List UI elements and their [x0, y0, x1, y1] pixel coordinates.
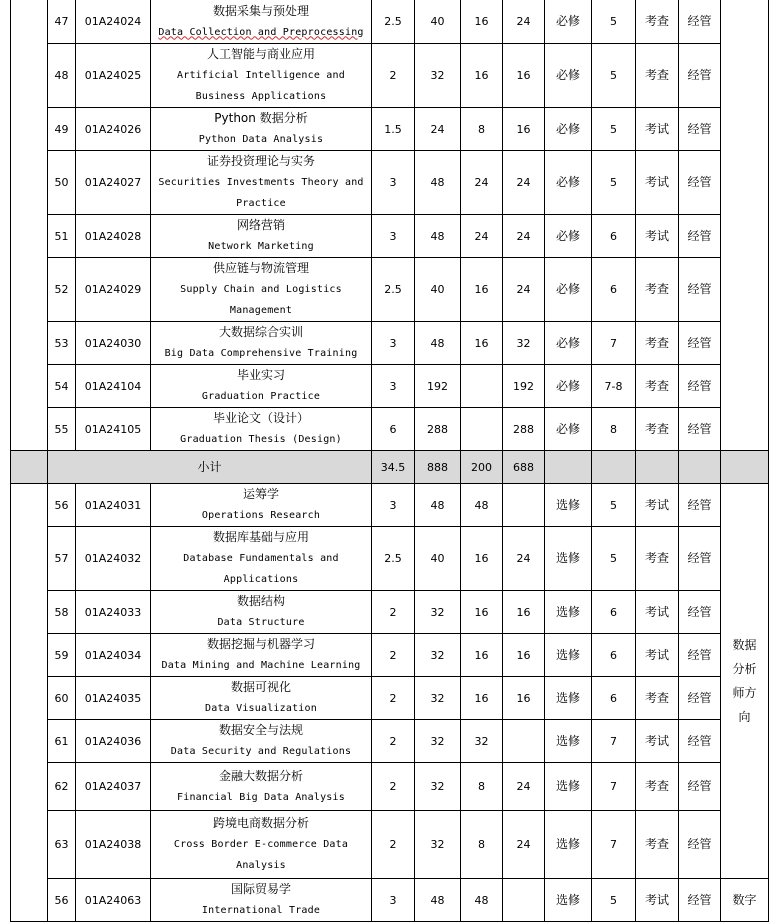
credit: 2 — [372, 44, 415, 108]
row-number: 56 — [48, 484, 76, 527]
direction-label-part: 数据 — [732, 638, 757, 652]
theory-hours: 16 — [461, 258, 503, 322]
course-name-en: Business Applications — [195, 91, 327, 102]
credit: 3 — [372, 484, 415, 527]
semester: 5 — [592, 527, 636, 591]
direction-label-part: 师方 — [732, 686, 757, 700]
credit: 6 — [372, 408, 415, 451]
semester: 5 — [592, 484, 636, 527]
course-type: 必修 — [545, 408, 592, 451]
theory-hours: 48 — [461, 879, 503, 922]
course-name-cell — [151, 108, 372, 151]
course-name-zh: 运筹学 — [242, 487, 279, 501]
course-code: 01A24031 — [76, 484, 151, 527]
course-name-en: Network Marketing — [208, 241, 314, 252]
assessment: 考查 — [636, 0, 679, 44]
course-name-cell — [151, 408, 372, 451]
course-code: 01A24028 — [76, 215, 151, 258]
department: 经管 — [679, 0, 721, 44]
assessment: 考试 — [636, 484, 679, 527]
course-name-zh: 数据采集与预处理 — [212, 3, 309, 18]
department: 经管 — [679, 527, 721, 591]
course-name-en: International Trade — [201, 905, 321, 916]
course-type: 必修 — [545, 258, 592, 322]
course-name-en: Supply Chain and Logistics — [180, 284, 342, 295]
credit: 2 — [372, 677, 415, 720]
table-row — [11, 677, 769, 720]
total-hours: 48 — [415, 322, 461, 365]
theory-hours — [461, 408, 503, 451]
theory-hours: 16 — [461, 677, 503, 720]
semester: 5 — [592, 151, 636, 215]
course-name-en: Graduation Thesis (Design) — [180, 434, 342, 445]
practice-hours: 16 — [503, 44, 545, 108]
total-hours: 288 — [415, 408, 461, 451]
course-name-en: Applications — [223, 574, 299, 585]
course-type: 必修 — [545, 365, 592, 408]
total-hours: 48 — [415, 151, 461, 215]
total-hours: 24 — [415, 108, 461, 151]
course-name-zh: 毕业论文（设计） — [212, 411, 309, 425]
course-name-en: Data Visualization — [205, 703, 317, 714]
row-number: 54 — [48, 365, 76, 408]
direction-label-next: 数字 — [721, 879, 769, 922]
row-number: 59 — [48, 634, 76, 677]
semester: 7 — [592, 720, 636, 763]
table-row — [11, 763, 769, 811]
row-number: 56 — [48, 879, 76, 922]
total-hours: 32 — [415, 44, 461, 108]
department: 经管 — [679, 720, 721, 763]
semester: 8 — [592, 408, 636, 451]
course-table — [10, 0, 769, 922]
course-table-body — [11, 0, 769, 922]
semester: 6 — [592, 591, 636, 634]
row-number: 52 — [48, 258, 76, 322]
course-name-zh: 大数据综合实训 — [218, 325, 303, 339]
course-code: 01A24036 — [76, 720, 151, 763]
total-hours: 32 — [415, 677, 461, 720]
department: 经管 — [679, 258, 721, 322]
credit: 2 — [372, 591, 415, 634]
course-name-zh: 数据安全与法规 — [218, 723, 303, 737]
row-number: 57 — [48, 527, 76, 591]
course-name-cell — [151, 634, 372, 677]
practice-hours: 16 — [503, 108, 545, 151]
practice-hours — [503, 720, 545, 763]
credit: 2 — [372, 763, 415, 811]
course-name-cell — [151, 879, 372, 922]
course-type: 必修 — [545, 0, 592, 44]
course-code: 01A24063 — [76, 879, 151, 922]
course-name-en: Big Data Comprehensive Training — [164, 348, 358, 359]
table-row — [11, 879, 769, 922]
course-name-en: Data Security and Regulations — [170, 746, 352, 757]
department: 经管 — [679, 811, 721, 879]
course-code: 01A24034 — [76, 634, 151, 677]
course-name-cell — [151, 365, 372, 408]
course-name-cell — [151, 677, 372, 720]
table-row — [11, 720, 769, 763]
course-name-en: Analysis — [236, 860, 286, 871]
table-row — [11, 322, 769, 365]
subtotal-total-hours: 888 — [415, 451, 461, 484]
left-margin-cell — [11, 484, 48, 922]
cell-empty — [545, 451, 592, 484]
credit: 3 — [372, 365, 415, 408]
course-name-en: Financial Big Data Analysis — [177, 791, 345, 803]
assessment: 考查 — [636, 322, 679, 365]
course-name-zh: 数据结构 — [236, 594, 285, 608]
course-name-cell — [151, 258, 372, 322]
total-hours: 32 — [415, 720, 461, 763]
table-row — [11, 408, 769, 451]
course-type: 必修 — [545, 44, 592, 108]
department: 经管 — [679, 408, 721, 451]
semester: 5 — [592, 44, 636, 108]
course-name-en: Database Fundamentals and — [183, 553, 339, 564]
course-name-zh: 跨境电商数据分析 — [212, 816, 309, 830]
course-type: 选修 — [545, 484, 592, 527]
assessment: 考查 — [636, 365, 679, 408]
credit: 3 — [372, 151, 415, 215]
table-row — [11, 215, 769, 258]
theory-hours — [461, 365, 503, 408]
direction-label-part: 分析 — [732, 662, 757, 676]
assessment: 考试 — [636, 720, 679, 763]
assessment: 考查 — [636, 811, 679, 879]
table-row — [11, 0, 769, 44]
total-hours: 32 — [415, 591, 461, 634]
semester: 5 — [592, 879, 636, 922]
course-name-cell — [151, 0, 372, 44]
semester: 7 — [592, 763, 636, 811]
practice-hours — [503, 879, 545, 922]
course-type: 选修 — [545, 720, 592, 763]
practice-hours: 16 — [503, 634, 545, 677]
course-name-en: Management — [229, 305, 293, 316]
semester: 5 — [592, 0, 636, 44]
course-name-cell — [151, 322, 372, 365]
department: 经管 — [679, 215, 721, 258]
semester: 7-8 — [592, 365, 636, 408]
course-name-cell — [151, 763, 372, 811]
assessment: 考查 — [636, 527, 679, 591]
row-number: 63 — [48, 811, 76, 879]
semester: 5 — [592, 108, 636, 151]
course-name-en: Data Mining and Machine Learning — [161, 660, 361, 671]
table-row — [11, 44, 769, 108]
course-type: 选修 — [545, 527, 592, 591]
assessment: 考试 — [636, 591, 679, 634]
table-row — [11, 365, 769, 408]
department: 经管 — [679, 763, 721, 811]
total-hours: 48 — [415, 215, 461, 258]
theory-hours: 24 — [461, 151, 503, 215]
department: 经管 — [679, 484, 721, 527]
total-hours: 40 — [415, 0, 461, 44]
subtotal-label: 小计 — [48, 451, 372, 484]
course-name-en: Data Structure — [217, 617, 305, 628]
theory-hours: 8 — [461, 763, 503, 811]
theory-hours: 24 — [461, 215, 503, 258]
direction-label-part: 向 — [738, 710, 751, 724]
table-row — [11, 811, 769, 879]
total-hours: 192 — [415, 365, 461, 408]
practice-hours: 24 — [503, 811, 545, 879]
course-name-zh: 毕业实习 — [236, 368, 285, 382]
semester: 6 — [592, 634, 636, 677]
course-code: 01A24032 — [76, 527, 151, 591]
course-type: 必修 — [545, 215, 592, 258]
direction-label — [721, 484, 769, 879]
total-hours: 48 — [415, 484, 461, 527]
course-type: 选修 — [545, 879, 592, 922]
total-hours: 32 — [415, 634, 461, 677]
course-code: 01A24104 — [76, 365, 151, 408]
course-name-zh: 供应链与物流管理 — [212, 261, 309, 275]
course-code: 01A24038 — [76, 811, 151, 879]
department: 经管 — [679, 322, 721, 365]
course-name-cell — [151, 527, 372, 591]
cell-empty — [679, 451, 721, 484]
department: 经管 — [679, 634, 721, 677]
row-number: 49 — [48, 108, 76, 151]
assessment: 考查 — [636, 44, 679, 108]
credit: 2 — [372, 811, 415, 879]
course-type: 选修 — [545, 811, 592, 879]
credit: 2.5 — [372, 527, 415, 591]
theory-hours: 16 — [461, 0, 503, 44]
course-name-cell — [151, 484, 372, 527]
semester: 6 — [592, 258, 636, 322]
theory-hours: 8 — [461, 108, 503, 151]
table-row — [11, 634, 769, 677]
row-number: 55 — [48, 408, 76, 451]
course-name-zh: 国际贸易学 — [230, 882, 291, 896]
row-number: 58 — [48, 591, 76, 634]
table-row — [11, 527, 769, 591]
course-code: 01A24035 — [76, 677, 151, 720]
department: 经管 — [679, 677, 721, 720]
course-type: 选修 — [545, 591, 592, 634]
row-number: 50 — [48, 151, 76, 215]
total-hours: 32 — [415, 811, 461, 879]
theory-hours: 16 — [461, 322, 503, 365]
assessment: 考试 — [636, 879, 679, 922]
total-hours: 48 — [415, 879, 461, 922]
total-hours: 40 — [415, 527, 461, 591]
assessment: 考试 — [636, 151, 679, 215]
theory-hours: 16 — [461, 527, 503, 591]
practice-hours: 16 — [503, 591, 545, 634]
course-name-cell — [151, 151, 372, 215]
credit: 3 — [372, 215, 415, 258]
subtotal-practice-hours: 688 — [503, 451, 545, 484]
cell-empty — [721, 451, 769, 484]
table-row — [11, 258, 769, 322]
course-name-zh: 金融大数据分析 — [218, 768, 303, 783]
course-name-zh: 证券投资理论与实务 — [206, 154, 315, 168]
course-type: 必修 — [545, 108, 592, 151]
course-type: 选修 — [545, 763, 592, 811]
table-row — [11, 151, 769, 215]
practice-hours — [503, 484, 545, 527]
assessment: 考试 — [636, 634, 679, 677]
course-name-cell — [151, 720, 372, 763]
course-name-en: Practice — [236, 198, 286, 209]
course-name-zh: 数据库基础与应用 — [212, 530, 309, 544]
row-number: 60 — [48, 677, 76, 720]
course-name-en: Operations Research — [201, 510, 321, 521]
course-code: 01A24033 — [76, 591, 151, 634]
department: 经管 — [679, 365, 721, 408]
table-row — [11, 484, 769, 527]
course-name-en: Artificial Intelligence and — [177, 70, 345, 81]
course-name-cell — [151, 811, 372, 879]
direction-cell-empty — [721, 0, 769, 451]
assessment: 考查 — [636, 408, 679, 451]
department: 经管 — [679, 108, 721, 151]
course-type: 选修 — [545, 634, 592, 677]
row-number: 47 — [48, 0, 76, 44]
row-number: 61 — [48, 720, 76, 763]
practice-hours: 24 — [503, 215, 545, 258]
course-name-zh: 人工智能与商业应用 — [206, 47, 315, 61]
course-code: 01A24105 — [76, 408, 151, 451]
practice-hours: 24 — [503, 0, 545, 44]
course-code: 01A24037 — [76, 763, 151, 811]
theory-hours: 16 — [461, 44, 503, 108]
cell-empty — [592, 451, 636, 484]
course-name-zh: Python 数据分析 — [214, 111, 308, 125]
department: 经管 — [679, 151, 721, 215]
assessment: 考查 — [636, 677, 679, 720]
practice-hours: 16 — [503, 677, 545, 720]
theory-hours: 16 — [461, 591, 503, 634]
total-hours: 40 — [415, 258, 461, 322]
course-name-en: Graduation Practice — [201, 391, 321, 402]
practice-hours: 24 — [503, 151, 545, 215]
course-name-zh: 数据可视化 — [230, 680, 291, 694]
left-margin-cell — [11, 0, 48, 451]
department: 经管 — [679, 879, 721, 922]
course-code: 01A24029 — [76, 258, 151, 322]
semester: 6 — [592, 215, 636, 258]
department: 经管 — [679, 591, 721, 634]
course-name-en: Python Data Analysis — [198, 134, 324, 145]
course-name-en: Securities Investments Theory and — [158, 177, 364, 188]
course-name-zh: 网络营销 — [236, 218, 285, 232]
course-code: 01A24027 — [76, 151, 151, 215]
practice-hours: 288 — [503, 408, 545, 451]
assessment: 考试 — [636, 108, 679, 151]
semester: 6 — [592, 677, 636, 720]
table-row — [11, 108, 769, 151]
credit: 2.5 — [372, 0, 415, 44]
course-type: 必修 — [545, 151, 592, 215]
course-code: 01A24030 — [76, 322, 151, 365]
table-row — [11, 591, 769, 634]
department: 经管 — [679, 44, 721, 108]
subtotal-theory-hours: 200 — [461, 451, 503, 484]
subtotal-row — [11, 451, 769, 484]
practice-hours: 24 — [503, 527, 545, 591]
row-number: 51 — [48, 215, 76, 258]
course-name-cell — [151, 591, 372, 634]
row-number: 53 — [48, 322, 76, 365]
practice-hours: 192 — [503, 365, 545, 408]
practice-hours: 24 — [503, 258, 545, 322]
course-type: 必修 — [545, 322, 592, 365]
course-name-cell — [151, 215, 372, 258]
credit: 3 — [372, 879, 415, 922]
credit: 3 — [372, 322, 415, 365]
course-name-en: Data Collection and Preprocessing — [158, 26, 364, 38]
assessment: 考试 — [636, 215, 679, 258]
credit: 2 — [372, 720, 415, 763]
course-code: 01A24024 — [76, 0, 151, 44]
credit: 2 — [372, 634, 415, 677]
theory-hours: 32 — [461, 720, 503, 763]
row-number: 48 — [48, 44, 76, 108]
row-number: 62 — [48, 763, 76, 811]
course-type: 选修 — [545, 677, 592, 720]
left-margin-cell — [11, 451, 48, 484]
course-name-zh: 数据挖掘与机器学习 — [206, 637, 315, 651]
assessment: 考查 — [636, 258, 679, 322]
credit: 2.5 — [372, 258, 415, 322]
cell-empty — [636, 451, 679, 484]
credit: 1.5 — [372, 108, 415, 151]
course-code: 01A24026 — [76, 108, 151, 151]
practice-hours: 24 — [503, 763, 545, 811]
semester: 7 — [592, 811, 636, 879]
course-code: 01A24025 — [76, 44, 151, 108]
theory-hours: 16 — [461, 634, 503, 677]
total-hours: 32 — [415, 763, 461, 811]
assessment: 考查 — [636, 763, 679, 811]
theory-hours: 48 — [461, 484, 503, 527]
course-name-en: Cross Border E-commerce Data — [173, 839, 349, 850]
subtotal-credit: 34.5 — [372, 451, 415, 484]
practice-hours: 32 — [503, 322, 545, 365]
course-name-cell — [151, 44, 372, 108]
semester: 7 — [592, 322, 636, 365]
theory-hours: 8 — [461, 811, 503, 879]
